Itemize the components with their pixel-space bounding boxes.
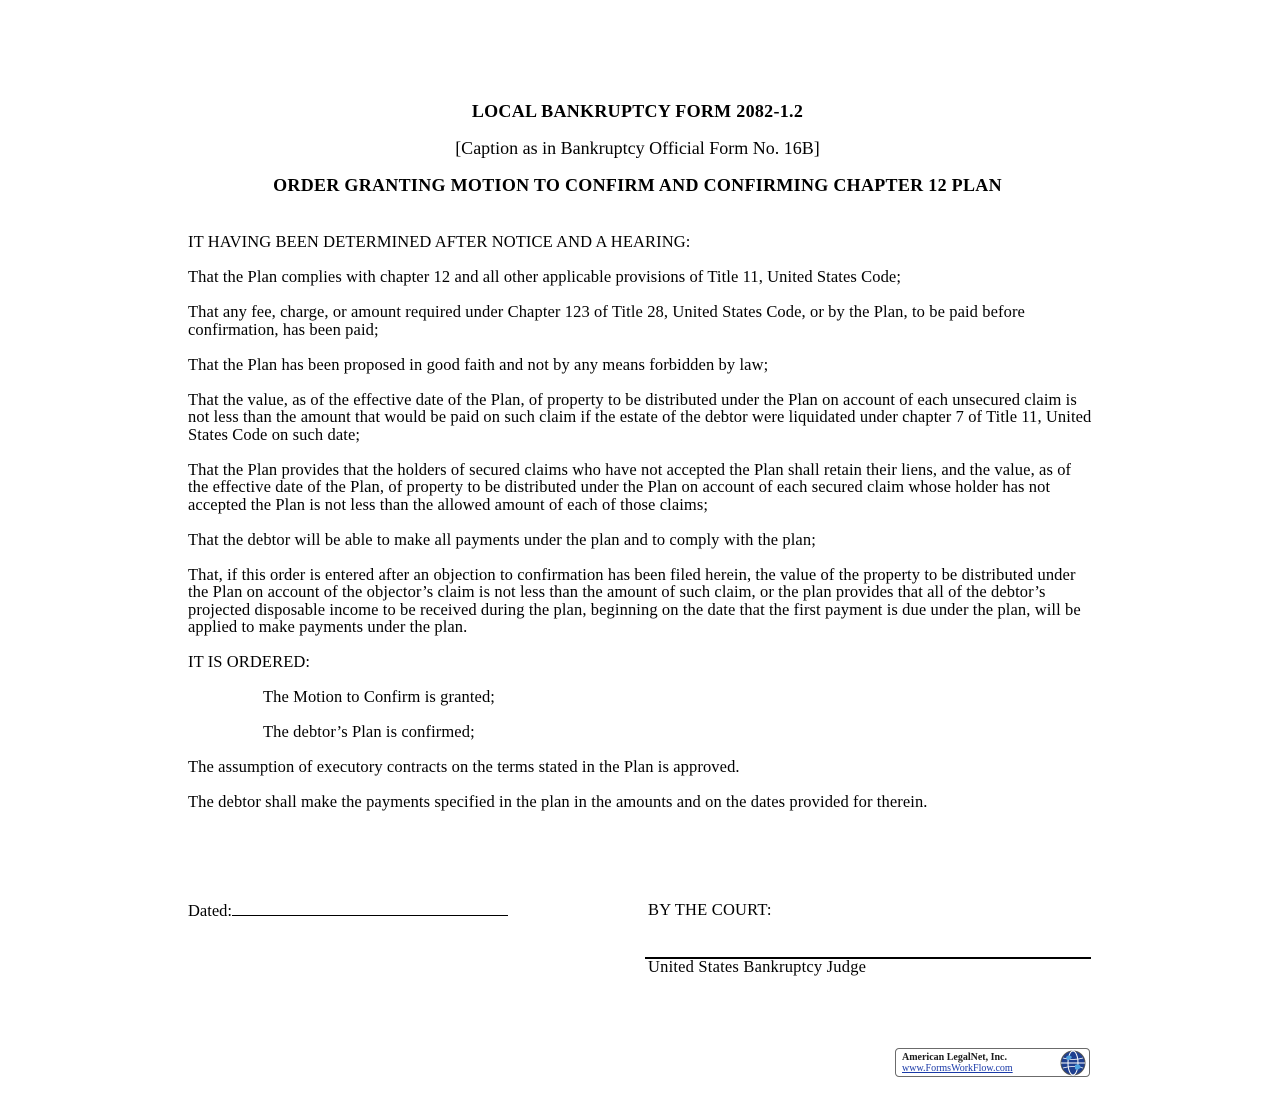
judge-title: United States Bankruptcy Judge	[648, 957, 867, 976]
finding-paragraph: That, if this order is entered after an objection to confirmation has been filed herein, the value of the property to be distributed under the Plan on account of the objector’s claim is not less than the amount of such claim, or the plan provides that all of the debtor’s projected disposable income to be received during the plan, beginning on the date that the first payment is due under the plan, will be applied to make payments under the plan.	[188, 564, 1081, 636]
finding-paragraph: That the Plan has been proposed in good faith and not by any means forbidden by law;	[188, 354, 769, 374]
dated-label: Dated:	[188, 901, 232, 920]
badge-company-name: American LegalNet, Inc.	[902, 1052, 1007, 1063]
intro-paragraph: IT HAVING BEEN DETERMINED AFTER NOTICE AND A HEARING:	[188, 232, 691, 251]
by-the-court-label: BY THE COURT:	[648, 900, 772, 919]
caption-placeholder: [Caption as in Bankruptcy Official Form No. 16B]	[455, 138, 820, 158]
finding-paragraph: That the debtor will be able to make all payments under the plan and to comply with the plan;	[188, 529, 816, 549]
finding-paragraph: That any fee, charge, or amount required under Chapter 123 of Title 28, United States Code, or by the Plan, to be paid before confirmation, has been paid;	[188, 302, 1025, 339]
ordered-heading: IT IS ORDERED:	[188, 652, 311, 671]
order-body	[188, 233, 1093, 811]
globe-icon	[1060, 1050, 1086, 1076]
american-legalnet-badge[interactable]	[895, 1048, 1090, 1077]
dated-field	[188, 901, 508, 920]
payments-paragraph: The debtor shall make the payments specified in the plan in the amounts and on the dates provided for therein.	[188, 792, 928, 811]
form-number-heading: LOCAL BANKRUPTCY FORM 2082-1.2	[471, 101, 804, 121]
order-item: The debtor’s Plan is confirmed;	[263, 722, 475, 741]
finding-paragraph: That the value, as of the effective date of the Plan, of property to be distributed under the Plan on account of each unsecured claim is not less than the amount that would be paid on such claim if the estate of the debtor were liquidated under chapter 7 of Title 11, United States Code on such date;	[188, 389, 1092, 444]
assumption-paragraph: The assumption of executory contracts on the terms stated in the Plan is approved.	[188, 757, 740, 776]
order-item: The Motion to Confirm is granted;	[263, 687, 495, 706]
finding-paragraph: That the Plan complies with chapter 12 and all other applicable provisions of Title 11, United States Code;	[188, 267, 902, 286]
order-title: ORDER GRANTING MOTION TO CONFIRM AND CONFIRMING CHAPTER 12 PLAN	[273, 175, 1002, 195]
finding-paragraph: That the Plan provides that the holders of secured claims who have not accepted the Plan shall retain their liens, and the value, as of the effective date of the Plan, of property to be distributed under the Plan on account of each secured claim whose holder has not accepted the Plan is not less than the allowed amount of each of those claims;	[188, 459, 1072, 514]
dated-blank-line[interactable]	[232, 901, 508, 916]
badge-website-link[interactable]: www.FormsWorkFlow.com	[902, 1063, 1013, 1074]
